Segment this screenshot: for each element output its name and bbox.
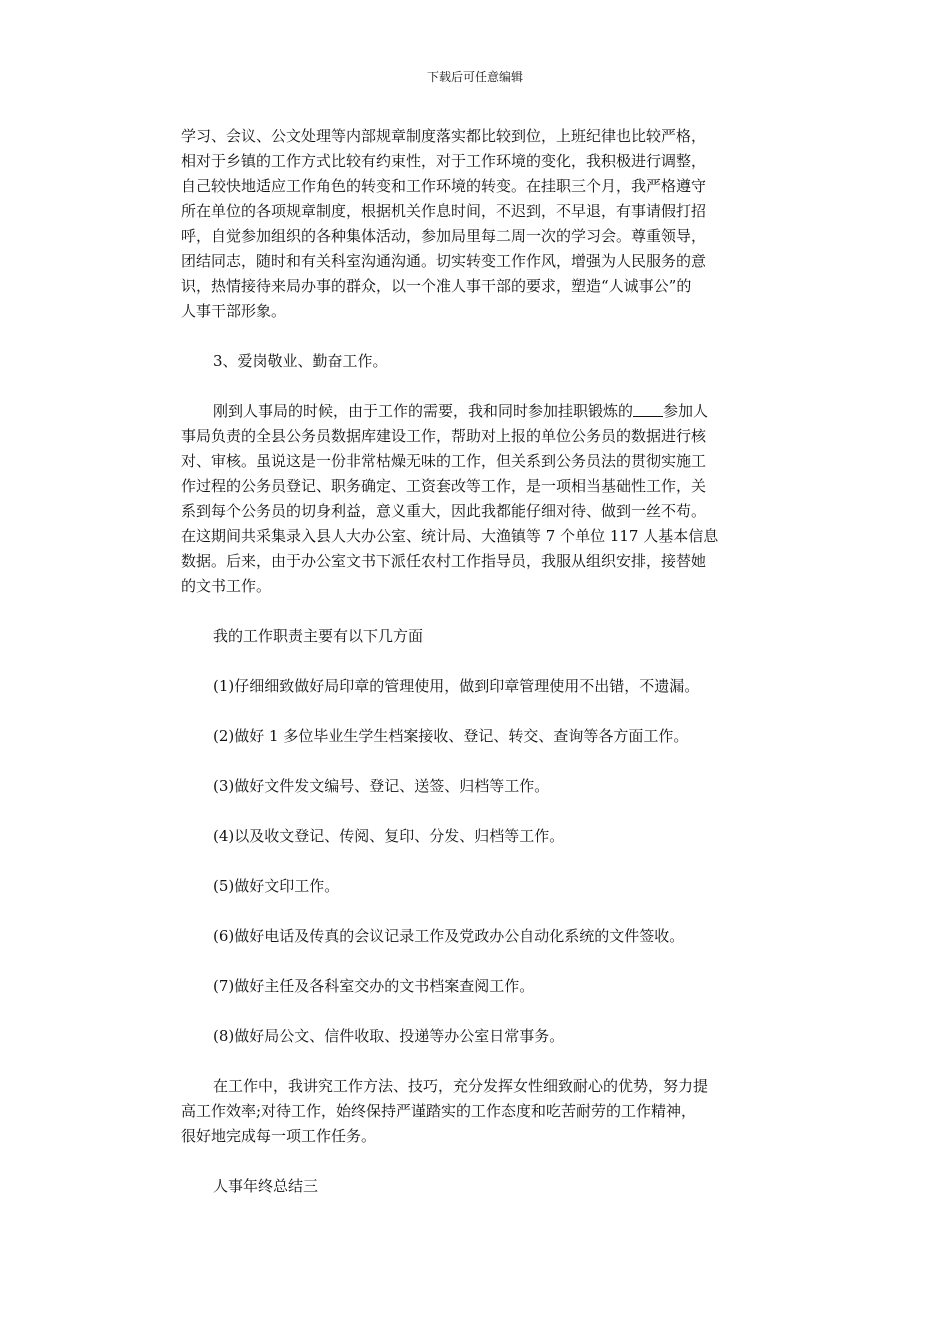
duties-intro: 我的工作职责主要有以下几方面 (213, 627, 424, 645)
paragraph-3 (181, 1074, 773, 1149)
paragraph-text: 参加人 (663, 402, 709, 420)
paragraph-line: 作过程的公务员登记、职务确定、工资套改等工作，是一项相当基础性工作，关 (181, 477, 707, 495)
paragraph-line: 识，热情接待来局办事的群众，以一个准人事干部的要求，塑造“人诚事公”的 (181, 277, 692, 295)
paragraph-line: 自己较快地适应工作角色的转变和工作环境的转变。在挂职三个月，我严格遵守 (181, 177, 707, 195)
paragraph-line: 数据。后来，由于办公室文书下派任农村工作指导员，我服从组织安排，接替她 (181, 552, 707, 570)
paragraph-line: 学习、会议、公文处理等内部规章制度落实都比较到位，上班纪律也比较严格， (181, 127, 707, 145)
paragraph-line: 高工作效率;对待工作，始终保持严谨踏实的工作态度和吃苦耐劳的工作精神， (181, 1102, 697, 1120)
paragraph-line: 在工作中，我讲究工作方法、技巧，充分发挥女性细致耐心的优势，努力提 (213, 1077, 709, 1095)
document-body (181, 124, 773, 1199)
paragraph-line (181, 399, 773, 424)
paragraph-line: 呼，自觉参加组织的各种集体活动，参加局里每二周一次的学习会。尊重领导， (181, 227, 707, 245)
page-header: 下载后可任意编辑 (426, 70, 523, 84)
paragraph-line: 团结同志，随时和有关科室沟通沟通。切实转变工作作风，增强为人民服务的意 (181, 252, 707, 270)
paragraph-line: 很好地完成每一项工作任务。 (181, 1127, 377, 1145)
duty-item: (8)做好局公文、信件收取、投递等办公室日常事务。 (213, 1027, 565, 1045)
duty-item: (1)仔细细致做好局印章的管理使用，做到印章管理使用不出错，不遗漏。 (213, 677, 700, 695)
paragraph-line: 相对于乡镇的工作方式比较有约束性，对于工作环境的变化，我积极进行调整， (181, 152, 707, 170)
section-heading: 3、爱岗敬业、勤奋工作。 (213, 352, 388, 370)
paragraph-line: 所在单位的各项规章制度，根据机关作息时间，不迟到，不早退，有事请假打招 (181, 202, 707, 220)
duty-item: (3)做好文件发文编号、登记、送签、归档等工作。 (213, 777, 550, 795)
paragraph-line: 人事干部形象。 (181, 302, 287, 320)
paragraph-1 (181, 124, 773, 324)
section-title: 人事年终总结三 (213, 1177, 319, 1195)
paragraph-line: 对、审核。虽说这是一份非常枯燥无味的工作，但关系到公务员法的贯彻实施工 (181, 452, 707, 470)
paragraph-text: 刚到人事局的时候，由于工作的需要，我和同时参加挂职锻炼的 (213, 402, 634, 420)
paragraph-line: 在这期间共采集录入县人大办公室、统计局、大渔镇等 7 个单位 117 人基本信息 (181, 527, 719, 545)
paragraph-2 (181, 399, 773, 599)
paragraph-line: 的文书工作。 (181, 577, 272, 595)
duty-item: (6)做好电话及传真的会议记录工作及党政办公自动化系统的文件签收。 (213, 927, 685, 945)
paragraph-line: 系到每个公务员的切身利益，意义重大，因此我都能仔细对待、做到一丝不苟。 (181, 502, 707, 520)
duty-item: (2)做好 1 多位毕业生学生档案接收、登记、转交、查询等各方面工作。 (213, 727, 689, 745)
duty-item: (7)做好主任及各科室交办的文书档案查阅工作。 (213, 977, 535, 995)
duty-item: (5)做好文印工作。 (213, 877, 340, 895)
fill-in-blank (633, 402, 663, 417)
paragraph-line: 事局负责的全县公务员数据库建设工作，帮助对上报的单位公务员的数据进行核 (181, 427, 707, 445)
duty-item: (4)以及收文登记、传阅、复印、分发、归档等工作。 (213, 827, 565, 845)
